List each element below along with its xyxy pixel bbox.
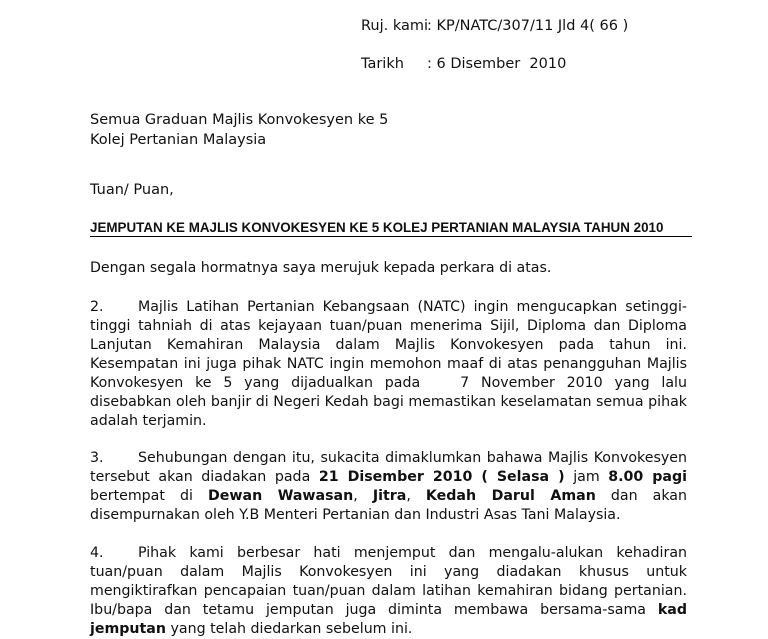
event-venue: Dewan Wawasan	[208, 488, 354, 504]
paragraph-1: Dengan segala hormatnya saya merujuk kepada perkara di atas.	[90, 260, 552, 276]
paragraph-text: ,	[353, 488, 373, 504]
event-time: 8.00 pagi	[608, 469, 687, 485]
paragraph-number: 4.	[90, 545, 104, 561]
subject-heading: JEMPUTAN KE MAJLIS KONVOKESYEN KE 5 KOLEJ PERTANIAN MALAYSIA TAHUN 2010	[90, 220, 692, 237]
reference-number	[361, 17, 628, 35]
paragraph-text: Pihak kami berbesar hati menjemput dan mengalu-alukan kehadiran tuan/puan dalam Majlis Konvokesyen ini yang diadakan khusus untuk mengiktirafkan pencapaian tuan/puan dalam latihan kemahiran bidang pertanian. Ibu/bapa dan tetamu jemputan juga diminta membawa bersama-sama	[90, 545, 687, 618]
event-state: Kedah Darul Aman	[425, 488, 596, 504]
paragraph-text: bertempat di	[90, 488, 209, 504]
paragraph-text: dan akan disempurnakan oleh Y.B Menteri Pertanian dan Industri Asas Tani Malaysia.	[90, 488, 687, 523]
recipient-line-2: Kolej Pertanian Malaysia	[90, 132, 267, 148]
paragraph-text: 7 November 2010 yang lalu disebabkan oleh banjir di Negeri Kedah bagi memastikan keselamatan semua pihak adalah terjamin.	[90, 375, 687, 429]
letter-date	[361, 55, 566, 73]
paragraph-number: 2.	[90, 299, 104, 315]
ruj-label: Ruj. kami	[361, 18, 429, 34]
event-date: 21 Disember 2010 ( Selasa )	[318, 469, 565, 485]
paragraph-number: 3.	[90, 450, 104, 466]
event-town: Jitra	[372, 488, 407, 504]
paragraph-text: jam	[564, 469, 609, 485]
recipient-line-1: Semua Graduan Majlis Konvokesyen ke 5	[90, 112, 389, 128]
paragraph-text: Majlis Latihan Pertanian Kebangsaan (NATC) ingin mengucapkan setinggi-tinggi tahniah di atas kejayaan tuan/puan menerima Sijil, Diploma dan Diploma Lanjutan Kemahiran Malaysia dalam Majlis Konvokesyen pada tahun ini. Kesempatan ini juga pihak NATC ingin memohon maaf di atas penangguhan Majlis Konvokesyen ke 5 yang dijadualkan pada	[90, 299, 687, 391]
paragraph-4	[90, 544, 687, 639]
salutation: Tuan/ Puan,	[90, 182, 174, 198]
tarikh-label: Tarikh	[361, 56, 404, 72]
invitation-card: kad jemputan	[90, 602, 687, 637]
recipient-address	[90, 110, 388, 150]
paragraph-text: yang telah diedarkan sebelum ini.	[165, 621, 413, 637]
paragraph-3	[90, 449, 687, 525]
ruj-value: : KP/NATC/307/11 Jld 4( 66 )	[427, 18, 629, 34]
paragraph-2	[90, 298, 687, 431]
paragraph-text: Sehubungan dengan itu, sukacita dimaklumkan bahawa Majlis Konvokesyen tersebut akan diadakan pada	[90, 450, 687, 485]
paragraph-text: ,	[406, 488, 426, 504]
tarikh-value: : 6 Disember 2010	[427, 56, 567, 72]
